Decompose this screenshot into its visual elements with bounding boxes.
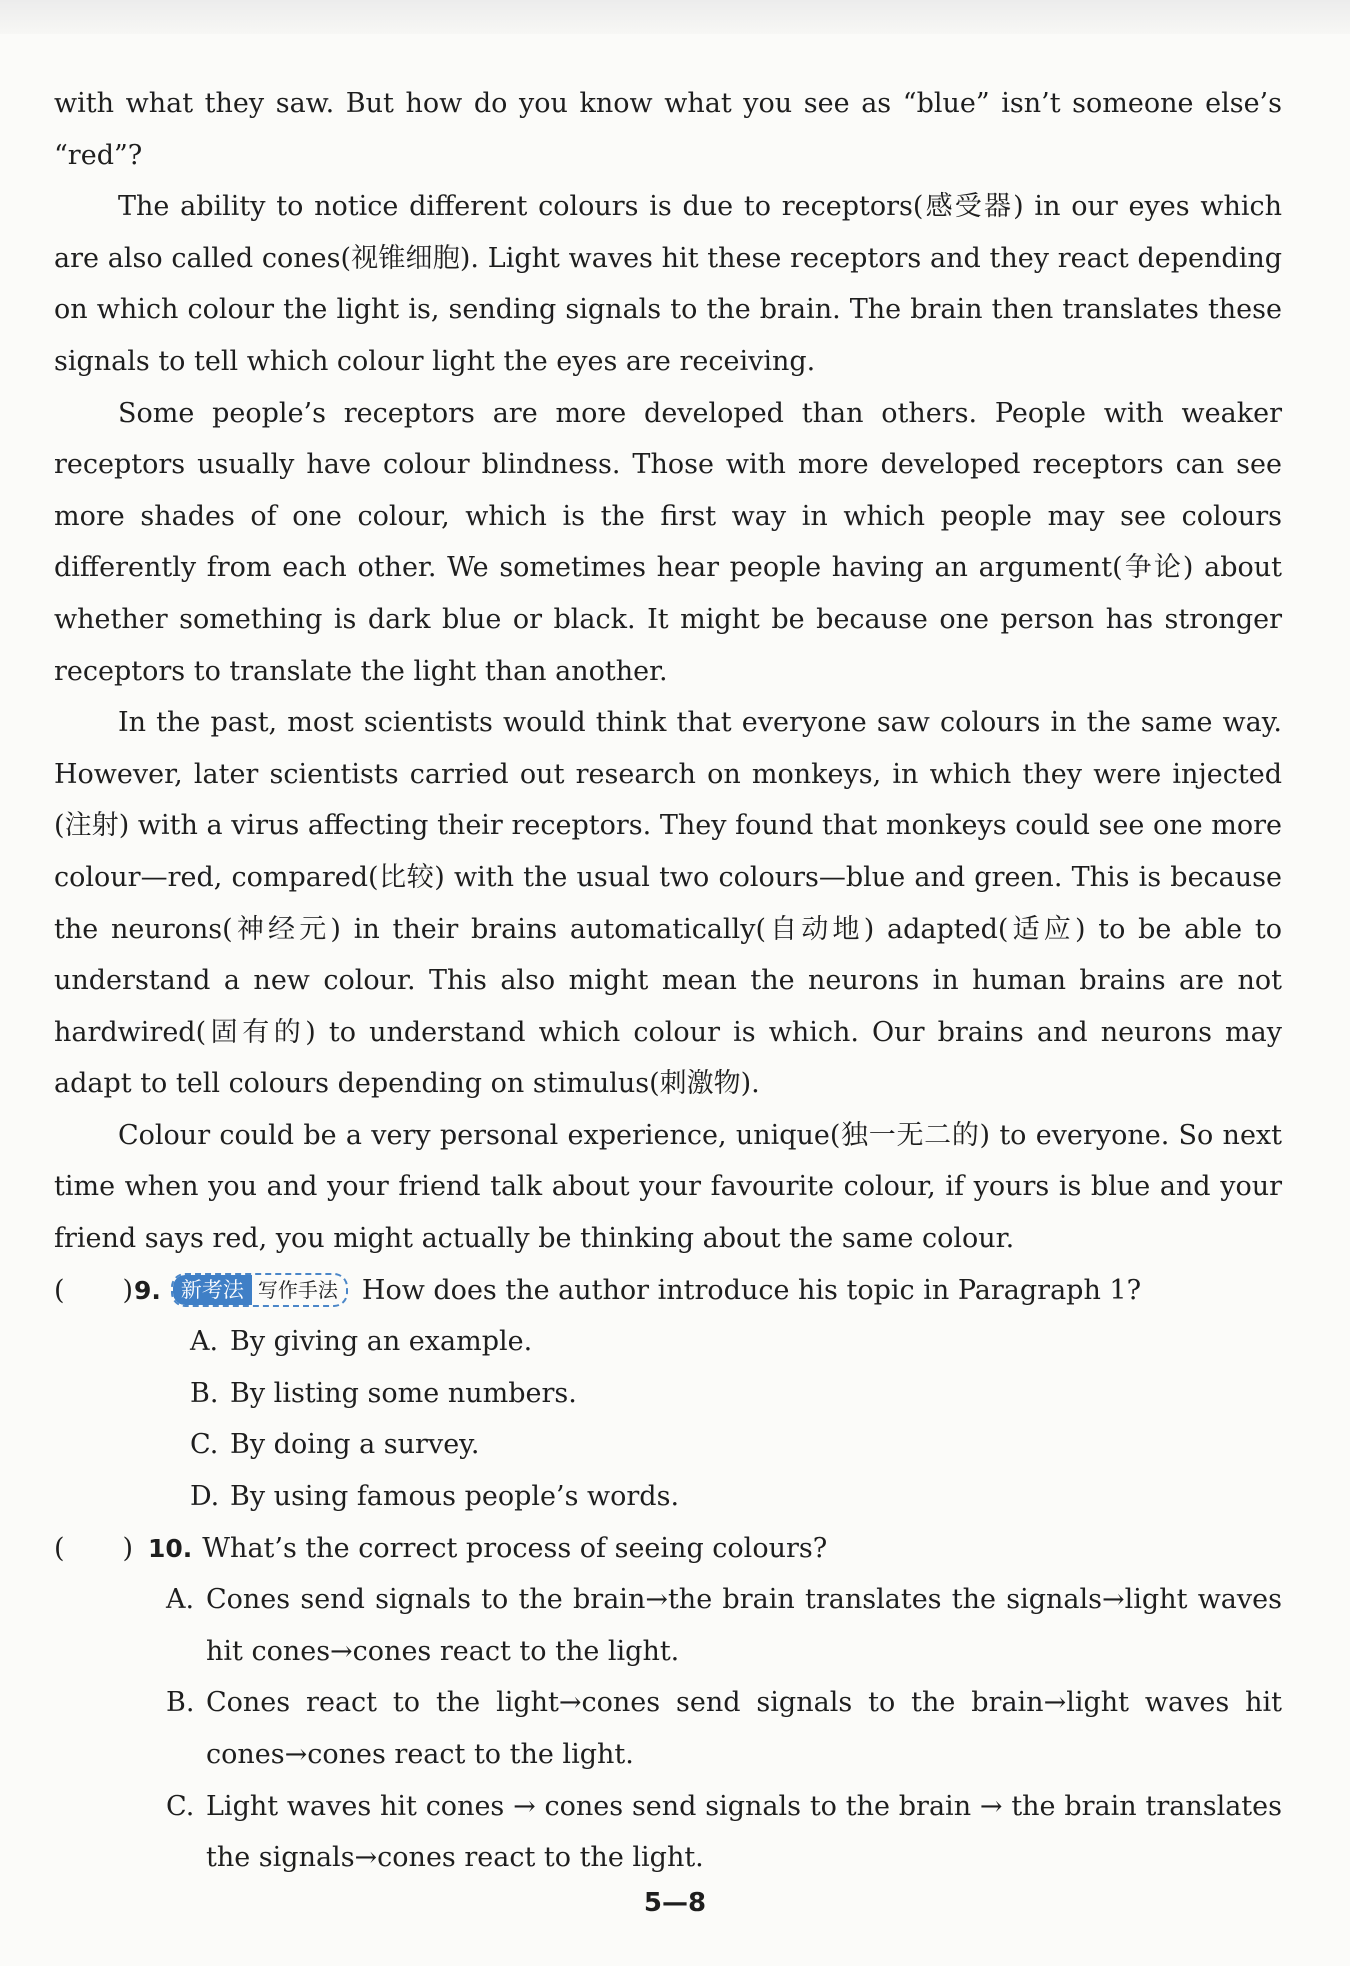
badge-main-label: 新考法 [173,1275,252,1305]
paragraph-1-continued: with what they saw. But how do you know what you see as “blue” isn’t someone else’s “red”? [54,88,1282,171]
paragraph-4: In the past, most scientists would think that everyone saw colours in the same way. However, later scientists carried out research on monkeys, in which they were injected (注射) with a virus affecting their receptors. They found that monkeys could see one more colour—red, compared(比较) with the usual two colours—blue and green. This is because the neurons(神经元) in their brains automatically(自动地) adapted(适应) to be able to understand a new colour. This also might mean the neurons in human brains are not hardwired(固有的) to understand which colour is which. Our brains and neurons may adapt to tell colours depending on stimulus(刺激物). [54,707,1282,1100]
option-c: C. By doing a survey. [190,1429,480,1461]
option-b: B. By listing some numbers. [190,1377,577,1409]
question-number: 10. [148,1533,193,1563]
question-number: 9. [134,1275,161,1305]
paragraph-5: Colour could be a very personal experience, unique(独一无二的) to everyone. So next time when you and your friend talk about your favourite colour, if yours is blue and your friend says red, you might actually be thinking about the same colour. [54,1119,1282,1255]
badge-sub-label: 写作手法 [257,1277,338,1302]
question-tag-badge [171,1273,348,1307]
option-a: A. By giving an example. [190,1326,533,1358]
option-d: D. By using famous people’s words. [190,1481,680,1513]
paragraph-2: The ability to notice different colours is due to receptors(感受器) in our eyes which are also called cones(视锥细胞). Light waves hit these receptors and they react depending on which colour the light is, sending signals to the brain. The brain then translates these signals to tell which colour light the eyes are receiving. [54,191,1282,377]
option-c: C. Light waves hit cones → cones send signals to the brain → the brain translates the signals→cones react to the light. [166,1790,1282,1874]
answer-blank[interactable]: ( ) [54,1532,134,1564]
question-stem: What’s the correct process of seeing colours? [202,1532,828,1564]
answer-blank[interactable]: ( ) [54,1274,134,1306]
paragraph-3: Some people’s receptors are more developed than others. People with weaker receptors usually have colour blindness. Those with more developed receptors can see more shades of one colour, which is the first way in which people may see colours differently from each other. We sometimes hear people having an argument(争论) about whether something is dark blue or black. It might be because one person has stronger receptors to translate the light than another. [54,397,1282,687]
page-number: 5—8 [643,1888,707,1918]
option-b: B. Cones react to the light→cones send signals to the brain→light waves hit cones→cones react to the light. [166,1687,1282,1770]
reading-content [54,78,1282,1884]
top-edge [0,0,1350,34]
question-10 [54,1523,1282,1884]
option-a: A. Cones send signals to the brain→the brain translates the signals→light waves hit cones→cones react to the light. [166,1584,1282,1667]
question-stem: How does the author introduce his topic in Paragraph 1? [361,1274,1142,1306]
question-9 [54,1265,1282,1523]
